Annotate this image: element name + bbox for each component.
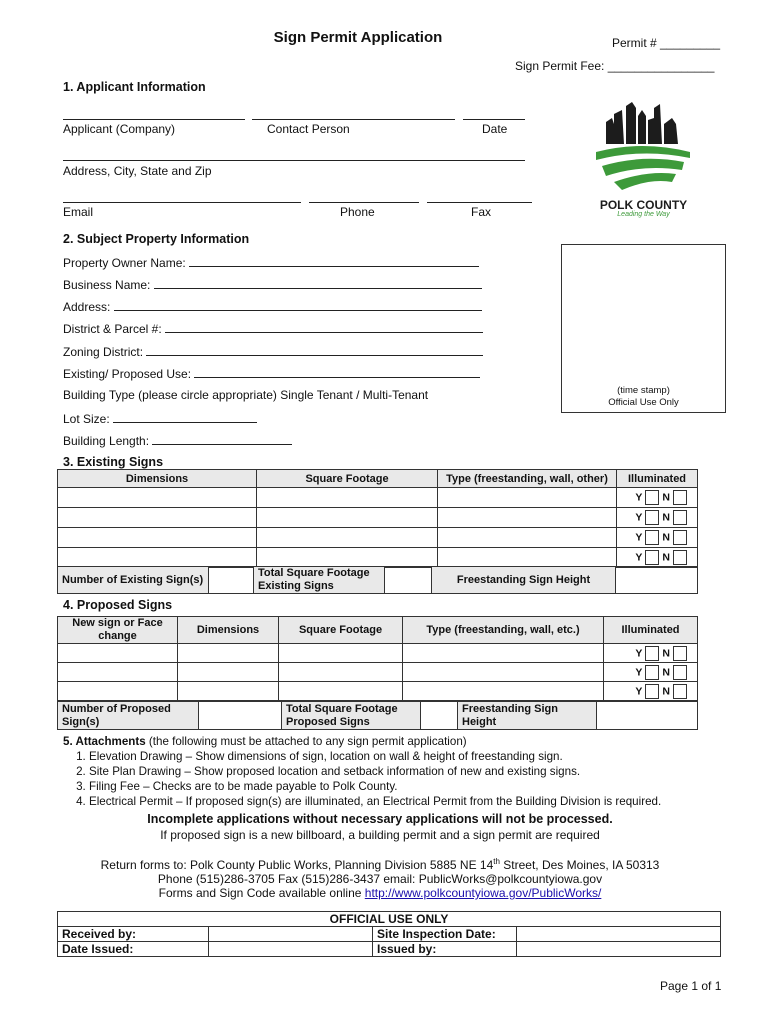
date-issued-input[interactable] — [209, 942, 373, 957]
table-header-row — [58, 470, 698, 488]
date-label: Date — [482, 122, 508, 136]
contact-line[interactable] — [252, 119, 455, 120]
table-row: Y N — [58, 682, 698, 701]
col-new-or-face: New sign or Face change — [58, 617, 178, 644]
existing-total-label: Total Square Footage Existing Signs — [254, 567, 385, 594]
site-inspection-input[interactable] — [517, 927, 721, 942]
return-address: Return forms to: Polk County Public Works, Planning Division 5885 NE 14th Street, Des Moines, IA 50313 — [100, 857, 660, 872]
official-use-table — [57, 911, 721, 957]
existing-count-input[interactable] — [209, 567, 254, 594]
lot-size-label: Lot Size: — [63, 412, 110, 426]
checkbox-y[interactable] — [645, 490, 659, 505]
received-by-input[interactable] — [209, 927, 373, 942]
use-field[interactable] — [63, 366, 480, 381]
proposed-total-label: Total Square Footage Proposed Signs — [282, 702, 421, 730]
permit-number-field: Permit # _________ — [612, 36, 721, 50]
table-row: Y N — [58, 644, 698, 663]
contact-info: Phone (515)286-3705 Fax (515)286-3437 email: PublicWorks@polkcountyiowa.gov — [157, 872, 603, 886]
proposed-height-input[interactable] — [597, 702, 698, 730]
address-line[interactable] — [63, 160, 525, 161]
existing-total-input[interactable] — [385, 567, 432, 594]
col-illuminated: Illuminated — [604, 617, 698, 644]
checkbox-y[interactable] — [645, 530, 659, 545]
building-type-field[interactable]: Building Type (please circle appropriate) Single Tenant / Multi-Tenant — [63, 388, 429, 402]
stamp-line2: Official Use Only — [608, 397, 679, 408]
address-field[interactable] — [63, 299, 482, 314]
permit-fee-field: Sign Permit Fee: ________________ — [515, 59, 715, 73]
received-by-label: Received by: — [58, 927, 209, 942]
attachments-subtitle: (the following must be attached to any sign permit application) — [148, 735, 467, 748]
table-row: Y N — [58, 508, 698, 528]
checkbox-n[interactable] — [673, 665, 687, 680]
list-item: 1. Elevation Drawing – Show dimensions of sign, location on wall & height of freestanding sign. — [89, 749, 723, 764]
attachments-title: 5. Attachments — [63, 735, 146, 748]
existing-summary-table — [57, 566, 698, 594]
checkbox-y[interactable] — [645, 665, 659, 680]
table-row: Y N — [58, 548, 698, 568]
existing-count-label: Number of Existing Sign(s) — [58, 567, 209, 594]
owner-label: Property Owner Name: — [63, 256, 186, 270]
page-title: Sign Permit Application — [273, 29, 443, 46]
list-item: 4. Electrical Permit – If proposed sign(s) are illuminated, an Electrical Permit from the Building Division is required. — [89, 794, 723, 809]
building-length-label: Building Length: — [63, 434, 150, 448]
table-row: Y N — [58, 528, 698, 548]
col-dimensions: Dimensions — [58, 470, 257, 488]
website-link[interactable]: http://www.polkcountyiowa.gov/PublicWorks/ — [364, 886, 602, 900]
col-type: Type (freestanding, wall, etc.) — [403, 617, 604, 644]
summary-row — [58, 702, 698, 730]
building-length-field[interactable] — [63, 433, 292, 448]
proposed-summary-table — [57, 701, 698, 730]
checkbox-y[interactable] — [645, 646, 659, 661]
attachments-list — [63, 749, 723, 809]
district-label: District & Parcel #: — [63, 322, 162, 336]
checkbox-n[interactable] — [673, 646, 687, 661]
section-existing-title: 3. Existing Signs — [63, 455, 164, 469]
site-inspection-label: Site Inspection Date: — [373, 927, 517, 942]
applicant-label: Applicant (Company) — [63, 122, 176, 136]
proposed-height-label: Freestanding Sign Height — [458, 702, 597, 730]
incomplete-notice: Incomplete applications without necessary applications will not be processed. — [147, 812, 613, 826]
page-number: Page 1 of 1 — [660, 979, 722, 993]
proposed-total-input[interactable] — [421, 702, 458, 730]
checkbox-n[interactable] — [673, 550, 687, 565]
phone-label: Phone — [340, 205, 375, 219]
district-field[interactable] — [63, 321, 483, 336]
checkbox-y[interactable] — [645, 510, 659, 525]
zoning-label: Zoning District: — [63, 345, 144, 359]
forms-online: Forms and Sign Code available online http://www.polkcountyiowa.gov/PublicWorks/ — [158, 886, 602, 900]
table-row: Y N — [58, 663, 698, 682]
col-square-footage: Square Footage — [257, 470, 438, 488]
col-illuminated: Illuminated — [617, 470, 698, 488]
section-proposed-title: 4. Proposed Signs — [63, 598, 173, 612]
checkbox-n[interactable] — [673, 530, 687, 545]
fax-line[interactable] — [427, 202, 532, 203]
proposed-signs-table — [57, 616, 698, 701]
checkbox-n[interactable] — [673, 510, 687, 525]
col-square-footage: Square Footage — [279, 617, 403, 644]
checkbox-y[interactable] — [645, 684, 659, 699]
col-dimensions: Dimensions — [178, 617, 279, 644]
attachments-section — [63, 734, 723, 809]
issued-by-label: Issued by: — [373, 942, 517, 957]
issued-by-input[interactable] — [517, 942, 721, 957]
zoning-field[interactable] — [63, 344, 483, 359]
use-label: Existing/ Proposed Use: — [63, 367, 192, 381]
email-label: Email — [63, 205, 94, 219]
existing-height-label: Freestanding Sign Height — [432, 567, 616, 594]
section-applicant-title: 1. Applicant Information — [63, 80, 206, 94]
applicant-line[interactable] — [63, 119, 245, 120]
col-type: Type (freestanding, wall, other) — [438, 470, 617, 488]
official-use-title: OFFICIAL USE ONLY — [58, 912, 721, 927]
table-row: Y N — [58, 488, 698, 508]
list-item: 2. Site Plan Drawing – Show proposed location and setback information of new and existing signs. — [89, 764, 723, 779]
checkbox-n[interactable] — [673, 490, 687, 505]
property-address-label: Address: — [63, 300, 111, 314]
polk-county-logo — [592, 100, 695, 220]
business-field[interactable] — [63, 277, 482, 292]
logo-tagline: Leading the Way — [617, 211, 670, 218]
section-property-title: 2. Subject Property Information — [63, 232, 250, 246]
email-line[interactable] — [63, 202, 301, 203]
stamp-line1: (time stamp) — [617, 385, 670, 396]
checkbox-n[interactable] — [673, 684, 687, 699]
summary-row — [58, 567, 698, 594]
date-issued-label: Date Issued: — [58, 942, 209, 957]
proposed-count-input[interactable] — [199, 702, 282, 730]
list-item: 3. Filing Fee – Checks are to be made payable to Polk County. — [89, 779, 723, 794]
existing-signs-table — [57, 469, 698, 568]
time-stamp-box — [561, 244, 726, 413]
business-label: Business Name: — [63, 278, 151, 292]
lot-size-field[interactable] — [63, 411, 257, 426]
existing-height-input[interactable] — [616, 567, 698, 594]
address-label: Address, City, State and Zip — [63, 164, 212, 178]
date-line[interactable] — [463, 119, 525, 120]
proposed-count-label: Number of Proposed Sign(s) — [58, 702, 199, 730]
logo-name: POLK COUNTY — [599, 198, 688, 212]
fax-label: Fax — [471, 205, 492, 219]
contact-label: Contact Person — [267, 122, 350, 136]
table-header-row — [58, 617, 698, 644]
checkbox-y[interactable] — [645, 550, 659, 565]
owner-field[interactable] — [63, 255, 479, 270]
billboard-notice: If proposed sign is a new billboard, a building permit and a sign permit are required — [160, 828, 600, 842]
phone-line[interactable] — [309, 202, 419, 203]
